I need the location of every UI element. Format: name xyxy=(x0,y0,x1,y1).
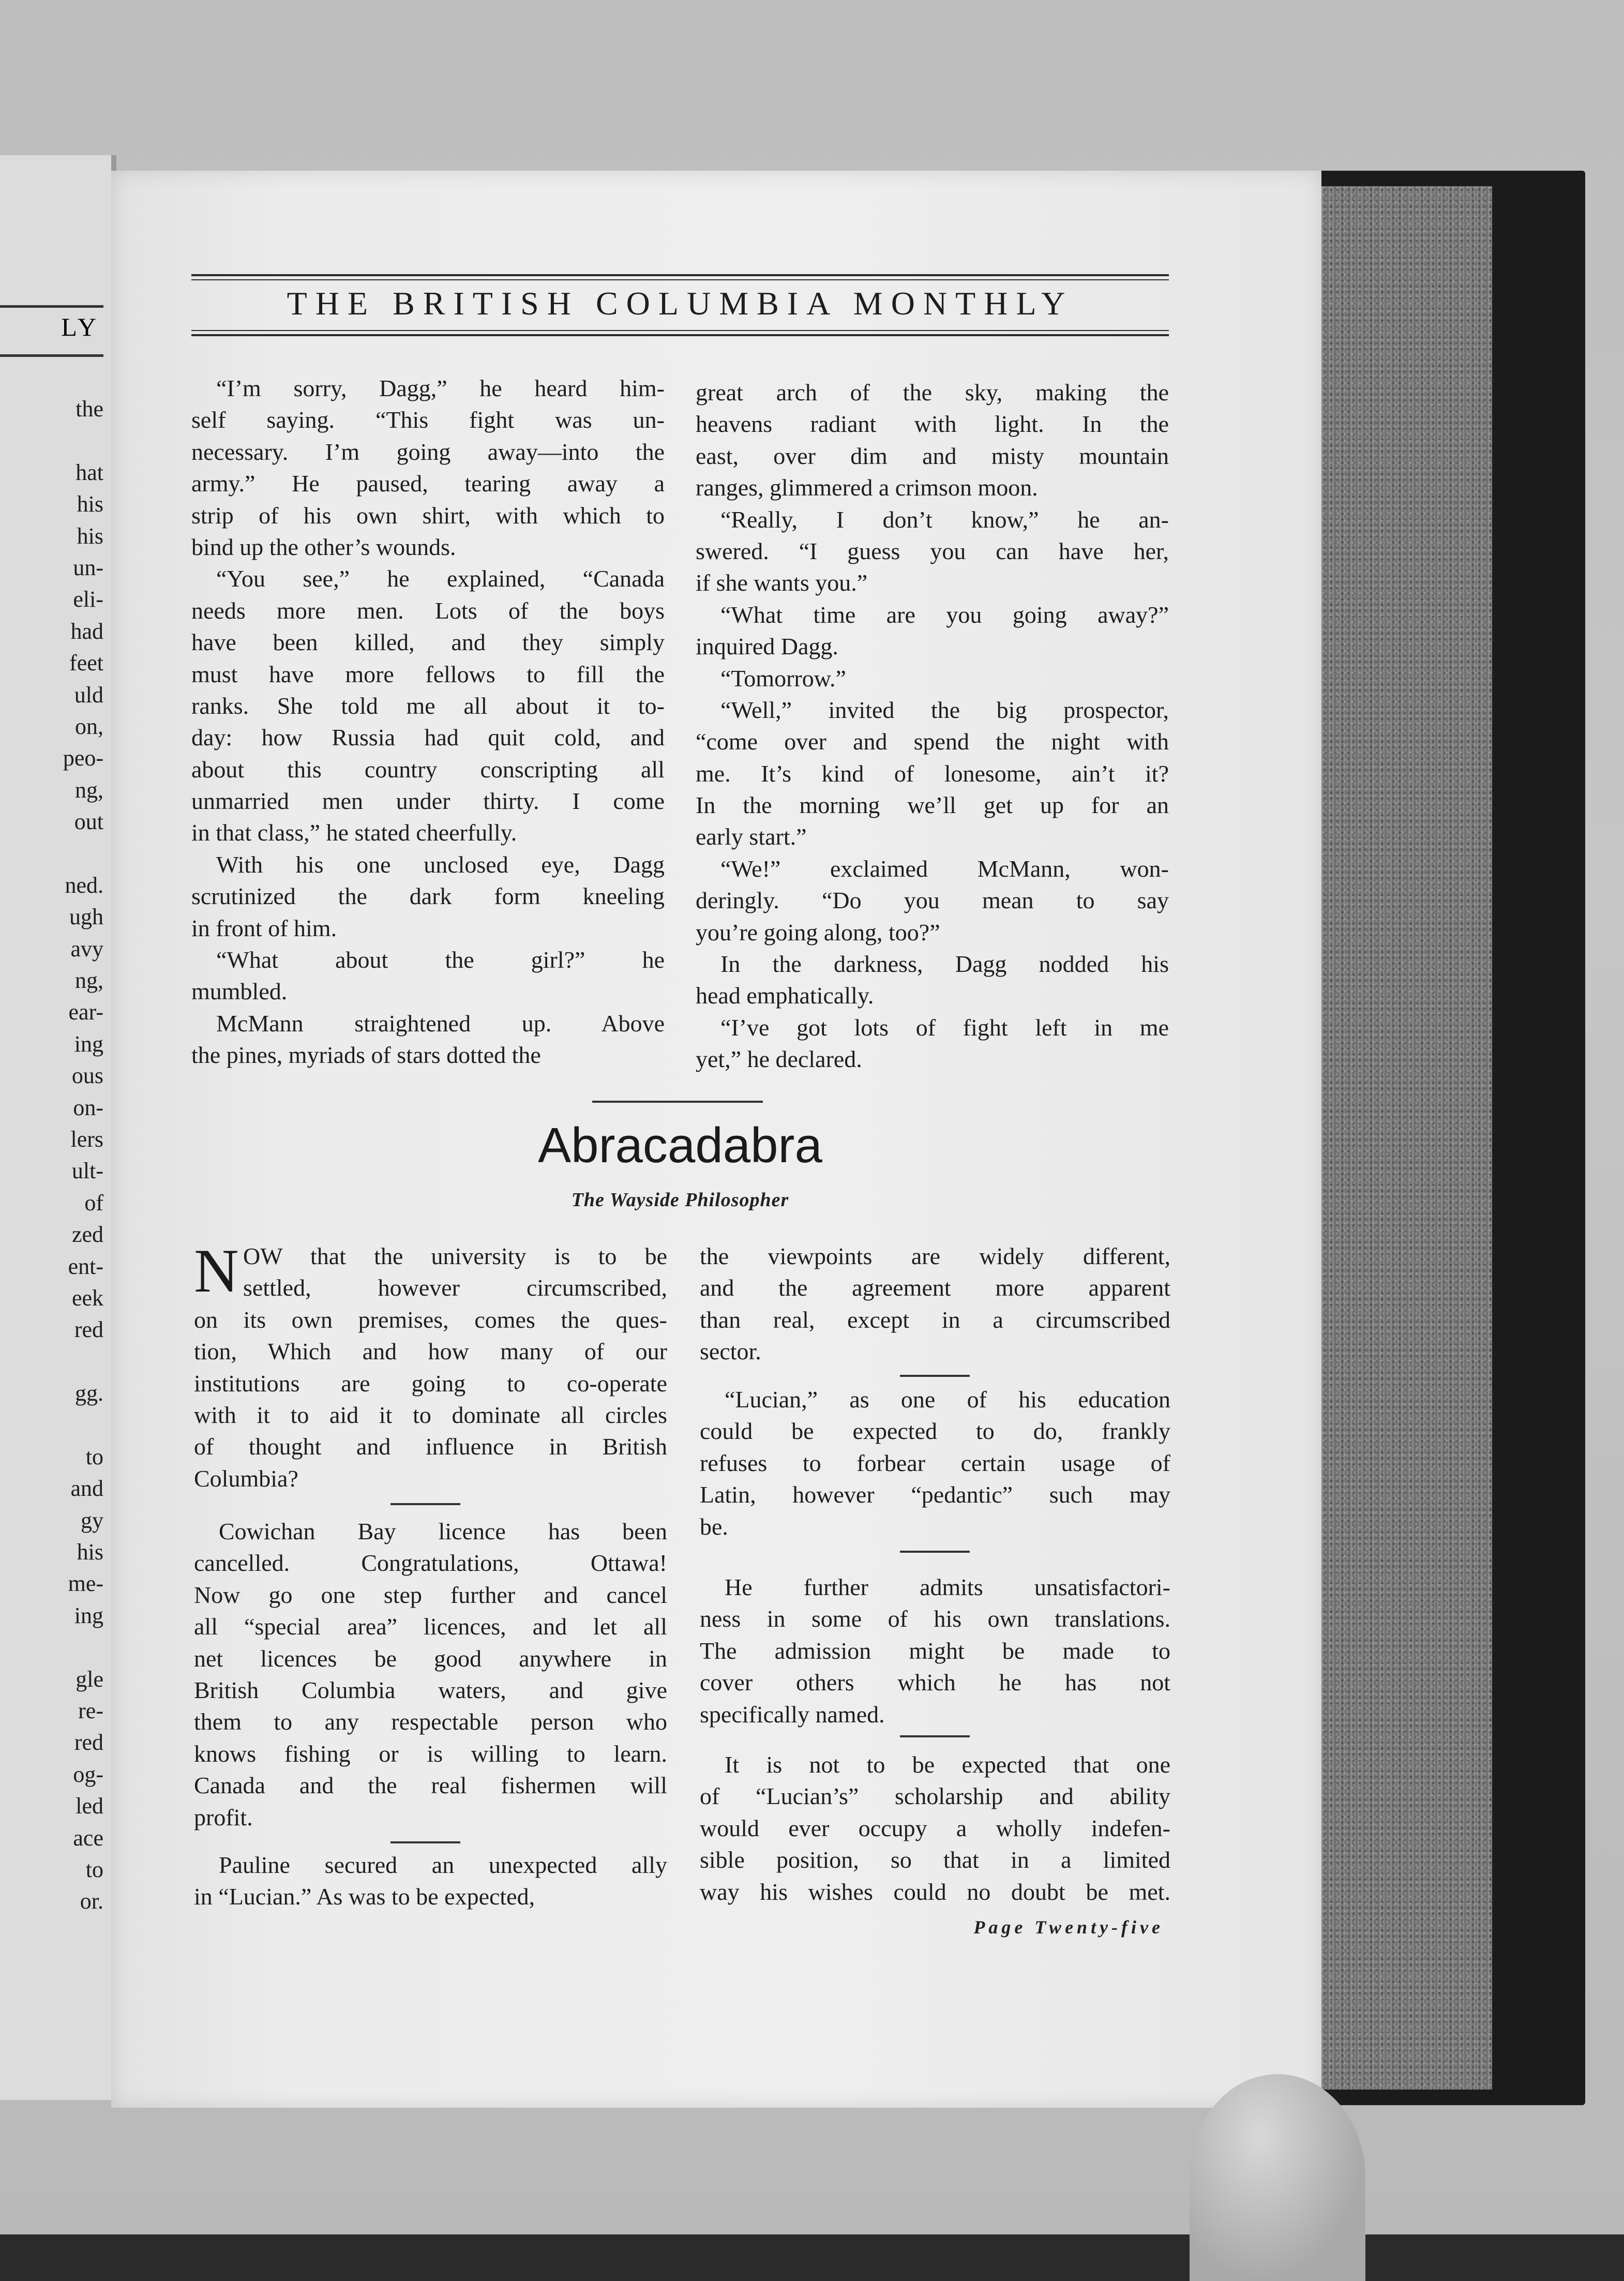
edge-fragment: ous xyxy=(71,1063,103,1089)
edge-fragment: peo- xyxy=(63,745,103,771)
text-line: about this country conscripting all xyxy=(191,756,665,783)
edge-fragment: un- xyxy=(73,554,103,580)
article-title: Abracadabra xyxy=(538,1118,822,1173)
edge-fragment: ugh xyxy=(69,904,103,930)
edge-fragment: zed xyxy=(71,1222,103,1248)
article-paragraph-translations xyxy=(700,1571,1170,1730)
edge-fragment: gy xyxy=(81,1507,103,1533)
text-line: all “special area” licences, and let all xyxy=(194,1613,667,1640)
text-line: net licences be good anywhere in xyxy=(194,1645,667,1672)
text-line: tion, Which and how many of our xyxy=(194,1338,667,1365)
text-line: in front of him. xyxy=(191,914,337,941)
text-line: In the morning we’ll get up for an xyxy=(696,792,1169,819)
section-rule xyxy=(390,1503,460,1505)
text-line: way his wishes could no doubt be met. xyxy=(700,1878,1170,1905)
text-line: scrutinized the dark form kneeling xyxy=(191,883,665,910)
edge-fragment: eli- xyxy=(73,587,103,612)
edge-fragment: ing xyxy=(74,1031,103,1057)
edge-fragment: his xyxy=(77,1539,103,1565)
text-line: self saying. “This fight was un- xyxy=(191,407,665,433)
edge-fragment: gle xyxy=(76,1666,103,1692)
edge-fragment: uld xyxy=(74,682,103,708)
text-line: early start.” xyxy=(696,823,807,850)
edge-fragment: out xyxy=(74,809,103,835)
text-line: Latin, however “pedantic” such may xyxy=(700,1481,1170,1508)
text-line: if she wants you.” xyxy=(696,569,868,596)
text-line: OW that the university is to be xyxy=(243,1243,667,1269)
edge-fragment xyxy=(0,1346,103,1377)
text-line: in “Lucian.” As was to be expected, xyxy=(194,1883,535,1910)
text-line: be. xyxy=(700,1513,728,1540)
scanner-thumb xyxy=(1190,2074,1365,2281)
text-line: profit. xyxy=(194,1804,253,1830)
text-line: you’re going along, too?” xyxy=(696,919,940,946)
edge-fragment: ng, xyxy=(75,968,103,994)
text-line: head emphatically. xyxy=(696,982,874,1009)
text-line: swered. “I guess you can have her, xyxy=(696,537,1169,564)
edge-fragment: to xyxy=(85,1856,103,1882)
story-right-column xyxy=(696,377,1169,1075)
story-end-rule xyxy=(592,1101,763,1103)
text-line: “I’m sorry, Dagg,” he heard him- xyxy=(216,375,665,401)
text-line: Columbia? xyxy=(194,1465,298,1492)
text-line: sible position, so that in a limited xyxy=(700,1847,1170,1873)
text-line: “Really, I don’t know,” he an- xyxy=(720,506,1169,533)
text-line: cancelled. Congratulations, Ottawa! xyxy=(194,1550,667,1577)
edge-fragment: feet xyxy=(69,650,103,676)
article-paragraph-cowichan xyxy=(194,1515,667,1833)
section-rule xyxy=(390,1841,460,1843)
edge-fragment: og- xyxy=(73,1761,103,1787)
text-line: “Tomorrow.” xyxy=(720,665,846,692)
edge-fragment: ing xyxy=(74,1602,103,1628)
text-line: of “Lucian’s” scholarship and ability xyxy=(700,1783,1170,1810)
text-line: “What time are you going away?” xyxy=(720,601,1169,628)
text-line: great arch of the sky, making the xyxy=(696,379,1169,406)
text-line: me. It’s kind of lonesome, ain’t it? xyxy=(696,760,1169,787)
text-line: Canada and the real fishermen will xyxy=(194,1772,667,1799)
story-left-column xyxy=(191,372,665,1071)
text-line: have been killed, and they simply xyxy=(191,629,665,656)
page-number: Page Twenty-five xyxy=(973,1917,1164,1938)
text-line: “come over and spend the night with xyxy=(696,728,1169,755)
text-line: “You see,” he explained, “Canada xyxy=(216,565,665,592)
article-paragraph-viewpoints xyxy=(700,1240,1170,1368)
text-line: institutions are going to co-operate xyxy=(194,1370,667,1397)
text-line: With his one unclosed eye, Dagg xyxy=(216,851,665,878)
text-line: ranks. She told me all about it to- xyxy=(191,692,665,719)
text-line: than real, except in a circumscribed xyxy=(700,1306,1170,1333)
publication-title: THE BRITISH COLUMBIA MONTHLY xyxy=(287,285,1074,322)
text-line: knows fishing or is willing to learn. xyxy=(194,1740,667,1767)
edge-fragment: hat xyxy=(76,459,103,485)
text-line: of thought and influence in British xyxy=(194,1433,667,1460)
left-page-header xyxy=(0,305,103,357)
text-line: Now go one step further and cancel xyxy=(194,1581,667,1608)
running-head xyxy=(191,274,1169,341)
section-rule xyxy=(900,1551,970,1553)
edge-fragment: ult- xyxy=(71,1158,103,1184)
edge-fragment: on- xyxy=(73,1094,103,1120)
article-byline: The Wayside Philosopher xyxy=(571,1189,789,1211)
text-line: “Lucian,” as one of his education xyxy=(725,1386,1170,1413)
article-paragraph-scholarship xyxy=(700,1749,1170,1908)
text-line: “I’ve got lots of fight left in me xyxy=(720,1014,1169,1041)
edge-fragment: the xyxy=(76,396,103,422)
edge-fragment: led xyxy=(76,1793,103,1819)
edge-fragment: had xyxy=(70,618,103,644)
text-line: Pauline secured an unexpected ally xyxy=(219,1852,667,1878)
text-line: He further admits unsatisfactori- xyxy=(725,1574,1170,1600)
text-line: specifically named. xyxy=(700,1701,885,1728)
text-line: on its own premises, comes the ques- xyxy=(194,1306,667,1333)
article-paragraph-university xyxy=(194,1236,667,1494)
text-line: the pines, myriads of stars dotted the xyxy=(191,1042,541,1069)
edge-fragment: his xyxy=(77,523,103,549)
text-line: cover others which he has not xyxy=(700,1669,1170,1696)
text-line: ranges, glimmered a crimson moon. xyxy=(696,474,1038,501)
drop-cap: N xyxy=(194,1236,239,1305)
edge-fragment: ent- xyxy=(68,1253,103,1279)
text-line: east, over dim and misty mountain xyxy=(696,442,1169,469)
text-line: day: how Russia had quit cold, and xyxy=(191,724,665,751)
edge-fragment: re- xyxy=(78,1698,103,1724)
left-page-edge-text xyxy=(0,393,103,1917)
text-line: army.” He paused, tearing away a xyxy=(191,470,665,497)
text-line: British Columbia waters, and give xyxy=(194,1676,667,1703)
text-line: yet,” he declared. xyxy=(696,1046,862,1073)
header-rule-top-thin xyxy=(191,279,1169,280)
text-line: the viewpoints are widely different, xyxy=(700,1243,1170,1269)
text-line: “We!” exclaimed McMann, won- xyxy=(720,855,1169,882)
section-rule xyxy=(900,1735,970,1737)
text-line: them to any respectable person who xyxy=(194,1708,667,1735)
text-line: bind up the other’s wounds. xyxy=(191,533,456,560)
text-line: could be expected to do, frankly xyxy=(700,1418,1170,1445)
page-edges xyxy=(1321,186,1492,2090)
article-paragraph-latin xyxy=(700,1384,1170,1542)
edge-fragment: of xyxy=(84,1190,103,1215)
text-line: Cowichan Bay licence has been xyxy=(219,1518,667,1544)
text-line: refuses to forbear certain usage of xyxy=(700,1449,1170,1476)
text-line: The admission might be made to xyxy=(700,1637,1170,1664)
text-line: needs more men. Lots of the boys xyxy=(191,597,665,624)
edge-fragment: ace xyxy=(73,1825,103,1851)
header-rule-top xyxy=(191,274,1169,276)
text-line: In the darkness, Dagg nodded his xyxy=(720,951,1169,978)
text-line: inquired Dagg. xyxy=(696,633,838,660)
text-line: deringly. “Do you mean to say xyxy=(696,887,1169,914)
edge-fragment: eek xyxy=(71,1285,103,1311)
text-line: with it to aid it to dominate all circles xyxy=(194,1401,667,1428)
edge-fragment: avy xyxy=(70,936,103,962)
edge-fragment: or. xyxy=(80,1888,103,1914)
edge-fragment: me- xyxy=(68,1571,103,1597)
text-line: and the agreement more apparent xyxy=(700,1274,1170,1301)
edge-fragment: and xyxy=(70,1476,103,1502)
left-header-fragment: LY xyxy=(61,312,99,341)
article-paragraph-pauline xyxy=(194,1849,667,1913)
edge-fragment: red xyxy=(74,1317,103,1343)
edge-fragment: on, xyxy=(75,713,103,739)
text-line: must have more fellows to fill the xyxy=(191,661,665,687)
edge-fragment xyxy=(0,425,103,456)
text-line: in that class,” he stated cheerfully. xyxy=(191,819,517,846)
edge-fragment: lers xyxy=(70,1126,103,1152)
text-line: strip of his own shirt, with which to xyxy=(191,502,665,529)
edge-fragment: to xyxy=(85,1444,103,1469)
text-line: heavens radiant with light. In the xyxy=(696,411,1169,438)
text-line: ness in some of his own translations. xyxy=(700,1605,1170,1632)
header-rule-bottom xyxy=(191,334,1169,336)
edge-fragment: ng, xyxy=(75,777,103,803)
edge-fragment xyxy=(0,1409,103,1441)
text-line: sector. xyxy=(700,1338,761,1365)
text-line: “Well,” invited the big prospector, xyxy=(720,696,1169,723)
section-rule xyxy=(900,1375,970,1377)
text-line: unmarried men under thirty. I come xyxy=(191,788,665,815)
text-line: mumbled. xyxy=(191,978,288,1005)
edge-fragment: gg. xyxy=(75,1380,103,1406)
edge-fragment: ear- xyxy=(68,999,103,1025)
edge-fragment xyxy=(0,1631,103,1663)
edge-fragment xyxy=(0,837,103,869)
edge-fragment: his xyxy=(77,491,103,517)
edge-fragment: red xyxy=(74,1730,103,1755)
text-line: necessary. I’m going away—into the xyxy=(191,438,665,465)
edge-fragment: ned. xyxy=(65,872,103,898)
text-line: settled, however circumscribed, xyxy=(243,1274,667,1301)
text-line: It is not to be expected that one xyxy=(725,1751,1170,1778)
text-line: would ever occupy a wholly indefen- xyxy=(700,1814,1170,1841)
text-line: McMann straightened up. Above xyxy=(216,1010,665,1037)
header-rule-bottom-thin xyxy=(191,330,1169,331)
text-line: “What about the girl?” he xyxy=(216,947,665,973)
